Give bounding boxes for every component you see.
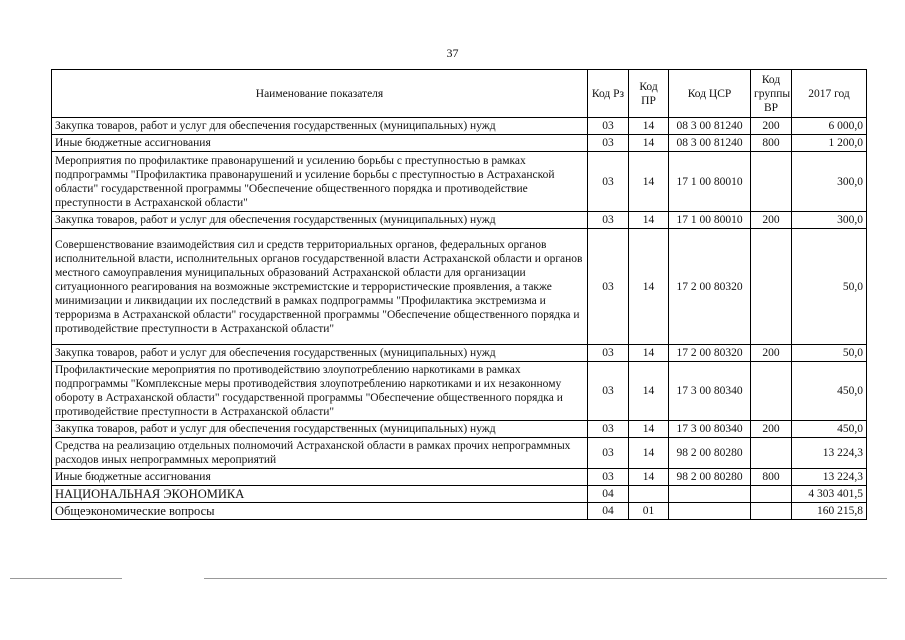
- row-vr: 200: [751, 345, 792, 362]
- row-vr: 200: [751, 118, 792, 135]
- row-name: Иные бюджетные ассигнования: [52, 469, 588, 486]
- row-vr: [751, 438, 792, 469]
- row-pr: 14: [629, 345, 669, 362]
- row-vr: [751, 486, 792, 503]
- page-number: 37: [446, 46, 459, 60]
- row-csr: 08 3 00 81240: [669, 118, 751, 135]
- row-rz: 04: [588, 486, 629, 503]
- row-vr: 800: [751, 469, 792, 486]
- row-csr: 17 2 00 80320: [669, 229, 751, 345]
- header-csr: Код ЦСР: [669, 70, 751, 118]
- table-row: [52, 229, 867, 345]
- row-pr: [629, 486, 669, 503]
- row-pr: 14: [629, 152, 669, 212]
- row-amount: 1 200,0: [792, 135, 867, 152]
- row-vr: [751, 152, 792, 212]
- header-year: 2017 год: [792, 70, 867, 118]
- table-row: [52, 345, 867, 362]
- row-name: Закупка товаров, работ и услуг для обеспечения государственных (муниципальных) нужд: [52, 118, 588, 135]
- row-amount: 160 215,8: [792, 503, 867, 520]
- row-name: Совершенствование взаимодействия сил и средств территориальных органов, федеральных органов исполнительной власти, исполнительных органов государственной власти Астраханской области и органов местного самоуправления муниципальных образований Астраханской области для организации ситуационного реагирования на возможные экстремистские и террористические проявления, а также минимизации и ликвидации их последствий в рамках подпрограммы "Профилактика экстремизма и терроризма в Астраханской области" государственной программы "Обеспечение общественного порядка и противодействие преступности в Астраханской области": [52, 229, 588, 345]
- row-csr: [669, 486, 751, 503]
- header-name: Наименование показателя: [52, 70, 588, 118]
- row-amount: 300,0: [792, 212, 867, 229]
- row-vr: 200: [751, 212, 792, 229]
- table-row: [52, 421, 867, 438]
- row-csr: 17 3 00 80340: [669, 421, 751, 438]
- row-amount: 13 224,3: [792, 469, 867, 486]
- row-name: Мероприятия по профилактике правонарушений и усилению борьбы с преступностью в рамках подпрограммы "Профилактика правонарушений и усиление борьбы с преступностью в Астраханской области" государственной программы "Обеспечение общественного порядка и противодействие преступности в Астраханской области": [52, 152, 588, 212]
- table-row: [52, 486, 867, 503]
- row-rz: 03: [588, 345, 629, 362]
- row-name: Общеэкономические вопросы: [52, 503, 588, 520]
- table-row: [52, 212, 867, 229]
- row-csr: [669, 503, 751, 520]
- row-rz: 03: [588, 362, 629, 421]
- row-amount: 50,0: [792, 345, 867, 362]
- row-rz: 03: [588, 438, 629, 469]
- row-csr: 98 2 00 80280: [669, 438, 751, 469]
- row-csr: 98 2 00 80280: [669, 469, 751, 486]
- row-vr: [751, 503, 792, 520]
- row-rz: 03: [588, 135, 629, 152]
- row-pr: 14: [629, 118, 669, 135]
- row-rz: 03: [588, 152, 629, 212]
- budget-table: [51, 69, 867, 520]
- table-row: [52, 118, 867, 135]
- row-csr: 08 3 00 81240: [669, 135, 751, 152]
- row-vr: [751, 229, 792, 345]
- row-pr: 14: [629, 469, 669, 486]
- row-pr: 14: [629, 229, 669, 345]
- row-csr: 17 1 00 80010: [669, 212, 751, 229]
- row-rz: 03: [588, 229, 629, 345]
- row-csr: 17 1 00 80010: [669, 152, 751, 212]
- table-row: [52, 135, 867, 152]
- row-name: НАЦИОНАЛЬНАЯ ЭКОНОМИКА: [52, 486, 588, 503]
- row-vr: [751, 362, 792, 421]
- row-amount: 300,0: [792, 152, 867, 212]
- row-name: Средства на реализацию отдельных полномочий Астраханской области в рамках прочих непрограммных расходов иных непрограммных мероприятий: [52, 438, 588, 469]
- row-pr: 14: [629, 421, 669, 438]
- row-rz: 03: [588, 212, 629, 229]
- row-pr: 14: [629, 212, 669, 229]
- table-row: [52, 362, 867, 421]
- row-csr: 17 3 00 80340: [669, 362, 751, 421]
- footer-divider-right: [204, 578, 887, 579]
- row-pr: 14: [629, 438, 669, 469]
- row-csr: 17 2 00 80320: [669, 345, 751, 362]
- table-row: [52, 152, 867, 212]
- header-pr: Код ПР: [629, 70, 669, 118]
- row-name: Закупка товаров, работ и услуг для обеспечения государственных (муниципальных) нужд: [52, 212, 588, 229]
- row-rz: 03: [588, 118, 629, 135]
- row-amount: 6 000,0: [792, 118, 867, 135]
- row-pr: 14: [629, 362, 669, 421]
- row-rz: 03: [588, 469, 629, 486]
- row-vr: 800: [751, 135, 792, 152]
- row-amount: 4 303 401,5: [792, 486, 867, 503]
- row-name: Профилактические мероприятия по противодействию злоупотреблению наркотиками в рамках подпрограммы "Комплексные меры противодействия злоупотреблению наркотиками и их незаконному обороту в Астраханской области" государственной программы "Обеспечение общественного порядка и противодействие преступности в Астраханской области": [52, 362, 588, 421]
- header-vr: Код группы ВР: [751, 70, 792, 118]
- row-vr: 200: [751, 421, 792, 438]
- row-pr: 14: [629, 135, 669, 152]
- row-name: Закупка товаров, работ и услуг для обеспечения государственных (муниципальных) нужд: [52, 345, 588, 362]
- row-rz: 03: [588, 421, 629, 438]
- row-name: Иные бюджетные ассигнования: [52, 135, 588, 152]
- row-amount: 13 224,3: [792, 438, 867, 469]
- table-row: [52, 438, 867, 469]
- header-rz: Код Рз: [588, 70, 629, 118]
- row-amount: 450,0: [792, 362, 867, 421]
- row-pr: 01: [629, 503, 669, 520]
- row-rz: 04: [588, 503, 629, 520]
- row-name: Закупка товаров, работ и услуг для обеспечения государственных (муниципальных) нужд: [52, 421, 588, 438]
- table-row: [52, 503, 867, 520]
- table-header-row: [52, 70, 867, 118]
- row-amount: 450,0: [792, 421, 867, 438]
- table-row: [52, 469, 867, 486]
- footer-divider-left: [10, 578, 122, 579]
- row-amount: 50,0: [792, 229, 867, 345]
